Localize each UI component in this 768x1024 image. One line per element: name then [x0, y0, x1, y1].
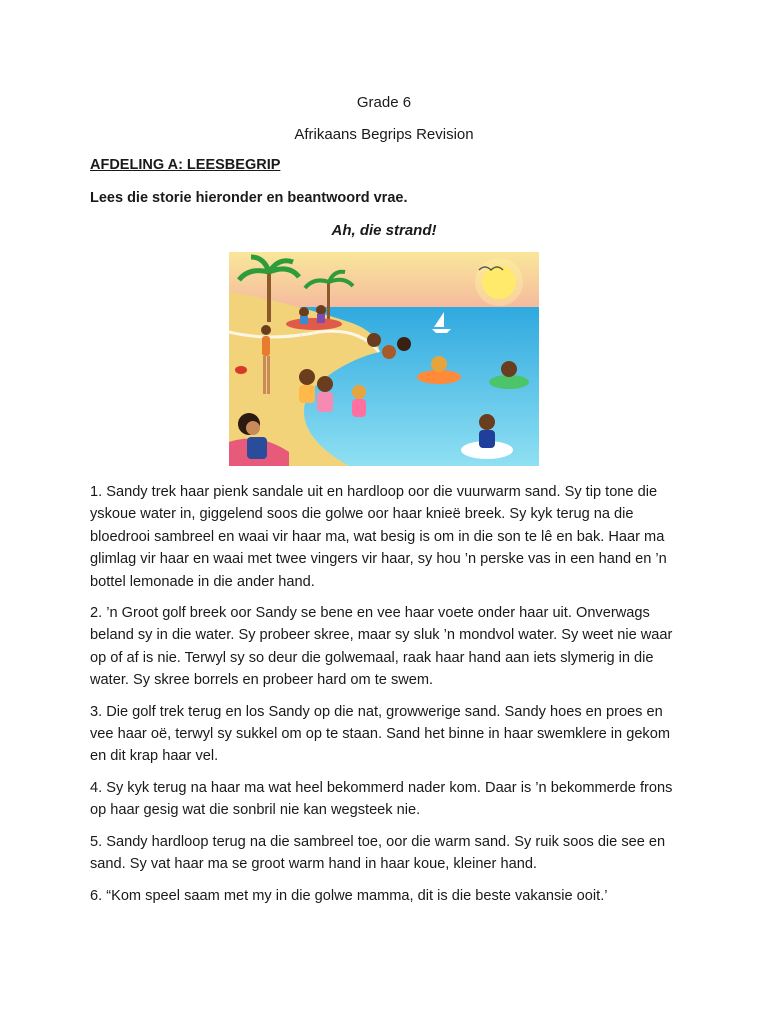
section-heading: AFDELING A: LEESBEGRIP — [90, 157, 281, 173]
story-paragraph-2: 2. ’n Groot golf breek oor Sandy se bene en vee haar voete onder haar uit. Onverwags beland sy in die water. Sy probeer skree, maar sy sluk ’n mondvol water. Sy weet nie waar op of af is nie. Terwyl sy so deur die golwemaal, raak haar hand aan iets slymerig in die water. Sy skree borrels en probeer hard om te swem. — [90, 605, 673, 689]
story-paragraph-1: 1. Sandy trek haar pienk sandale uit en hardloop oor die vuurwarm sand. Sy tip tone die yskoue water in, giggelend soos die golwe oor haar knieë breek. Sy kyk terug na die bloedrooi sambreel en waai vir haar ma, wat besig is om in die son te lê en bak. Haar ma glimlag vir haar en waai met twee vingers vir haar, sy hou ’n perske vas in een hand en ’n bottel lemonade in die ander hand. — [90, 484, 667, 590]
beach-illustration — [229, 252, 539, 466]
grade-label: Grade 6 — [356, 94, 412, 111]
document-subtitle: Afrikaans Begrips Revision — [294, 126, 474, 143]
beach-scene-svg — [229, 252, 539, 466]
story-title: Ah, die strand! — [331, 222, 437, 239]
story-paragraph-4: 4. Sy kyk terug na haar ma wat heel bekommerd nader kom. Daar is ’n bekommerde frons op haar gesig wat die sonbril nie kan wegsteek nie. — [90, 779, 673, 819]
story-body — [90, 481, 680, 916]
story-paragraph-6: 6. “Kom speel saam met my in die golwe mamma, dit is die beste vakansie ooit.’ — [90, 887, 608, 904]
crab-icon — [235, 366, 247, 374]
instruction-text: Lees die storie hieronder en beantwoord vrae. — [90, 190, 408, 206]
picnic-blanket — [286, 318, 342, 330]
story-paragraph-3: 3. Die golf trek terug en los Sandy op die nat, growwerige sand. Sandy hoes en proes en vee haar oë, terwyl sy sukkel om op te staan. Sand het binne in haar swemklere in gekom en dit krap haar vel. — [90, 703, 671, 765]
story-paragraph-5: 5. Sandy hardloop terug na die sambreel toe, oor die warm sand. Sy ruik soos die see en sand. Sy vat haar ma se groot warm hand in haar koue, kleiner hand. — [90, 833, 666, 873]
